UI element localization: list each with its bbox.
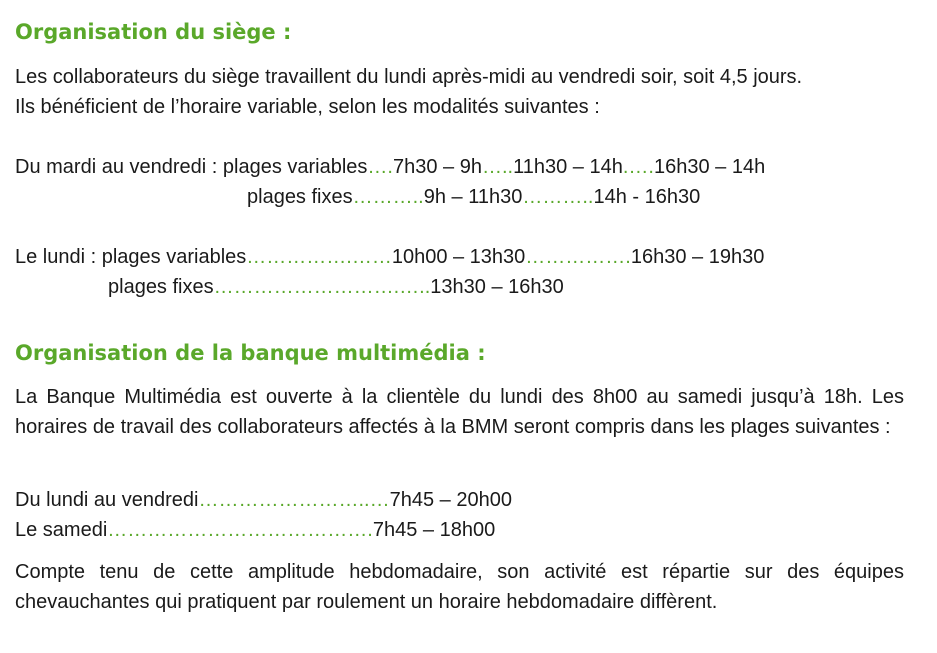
- leader-dots: …………….: [525, 246, 631, 268]
- time-range: 11h30 – 14h: [513, 156, 623, 178]
- leader-dots: ………..: [352, 186, 424, 208]
- siege-tue-fri-fixed-row: [247, 182, 700, 212]
- time-range: 7h45 – 18h00: [372, 519, 496, 541]
- row-label: Le lundi : plages variables: [15, 246, 247, 268]
- leader-dots: ……………………..…: [198, 489, 390, 511]
- leader-dots: .….: [622, 156, 654, 178]
- siege-tue-fri-variable-row: [15, 152, 765, 182]
- siege-intro-line-2: Ils bénéficient de l’horaire variable, selon les modalités suivantes :: [15, 96, 600, 118]
- time-range: 7h30 – 9h: [392, 156, 482, 178]
- time-range: 14h - 16h30: [593, 186, 701, 208]
- siege-monday-variable-row: [15, 242, 764, 272]
- row-label: Du lundi au vendredi: [15, 489, 199, 511]
- siege-monday-fixed-row: [108, 272, 564, 302]
- leader-dots: ….: [367, 156, 393, 178]
- time-range: 16h30 – 19h30: [630, 246, 765, 268]
- siege-intro-line-1: Les collaborateurs du siège travaillent du lundi après-midi au vendredi soir, soit 4,5 jours.: [15, 66, 803, 88]
- time-range: 16h30 – 14h: [653, 156, 766, 178]
- leader-dots: …..: [481, 156, 514, 178]
- leader-dots: ……………………….…..: [213, 276, 431, 298]
- time-range: 10h00 – 13h30: [391, 246, 526, 268]
- row-label: plages fixes: [247, 186, 353, 208]
- siege-heading: Organisation du siège :: [15, 20, 292, 44]
- bmm-paragraph-1: La Banque Multimédia est ouverte à la clientèle du lundi des 8h00 au samedi jusqu’à 18h. Les horaires de travail des collaborateurs affectés à la BMM seront compris dans les plages suivantes :: [15, 386, 904, 438]
- leader-dots: ………………………………….: [107, 519, 373, 541]
- bmm-saturday-row: [15, 515, 495, 545]
- leader-dots: ………..: [522, 186, 594, 208]
- bmm-weekday-row: [15, 485, 512, 515]
- row-label: Du mardi au vendredi : plages variables: [15, 156, 368, 178]
- time-range: 9h – 11h30: [423, 186, 523, 208]
- time-range: 13h30 – 16h30: [430, 276, 564, 298]
- leader-dots: …………….……: [246, 246, 392, 268]
- bmm-paragraph-2: Compte tenu de cette amplitude hebdomadaire, son activité est répartie sur des équipes chevauchantes qui pratiquent par roulement un horaire hebdomadaire diffèrent.: [15, 561, 904, 613]
- row-label: plages fixes: [108, 276, 214, 298]
- row-label: Le samedi: [15, 519, 108, 541]
- time-range: 7h45 – 20h00: [389, 489, 512, 511]
- bmm-heading: Organisation de la banque multimédia :: [15, 341, 486, 365]
